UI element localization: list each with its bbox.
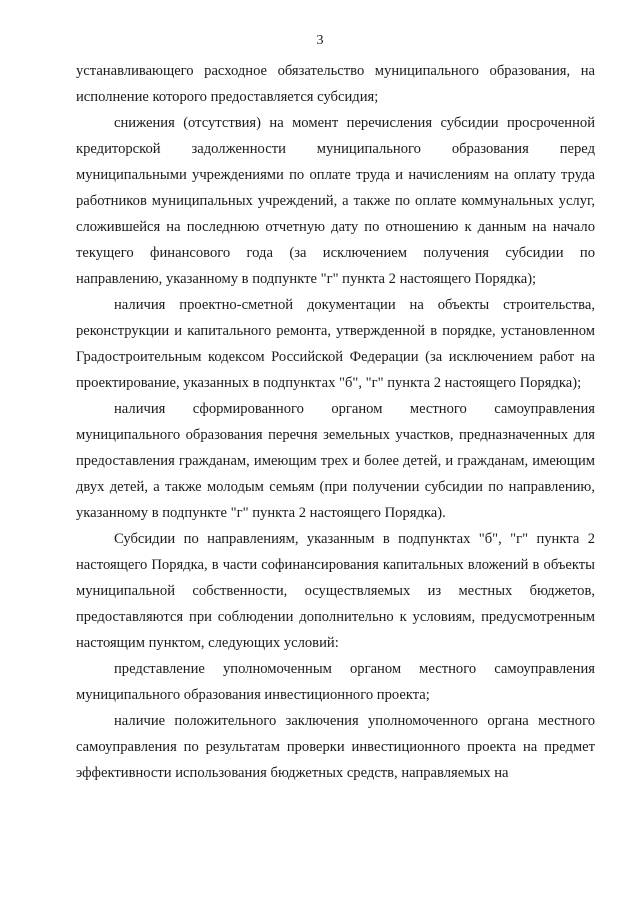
document-body (76, 58, 595, 786)
paragraph-capital-investments-subsidies: Субсидии по направлениям, указанным в подпунктах "б", "г" пункта 2 настоящего Порядка, в части софинансирования капитальных вложений в объекты муниципальной собственности, осуществляемых из местных бюджетов, предоставляются при соблюдении дополнительно к условиям, предусмотренным настоящим пунктом, следующих условий: (76, 531, 595, 651)
paragraph-design-documentation-condition: наличия проектно-сметной документации на объекты строительства, реконструкции и капитального ремонта, утвержденной в порядке, установленном Градостроительным кодексом Российской Федерации (за исключением работ на проектирование, указанных в подпунктах "б", "г" пункта 2 настоящего Порядка); (76, 297, 595, 391)
paragraph-land-plots-list-condition: наличия сформированного органом местного самоуправления муниципального образования перечня земельных участков, предназначенных для предоставления гражданам, имеющим трех и более детей, и гражданам, имеющим двух детей, а также молодым семьям (при получении субсидии по направлению, указанному в подпункте "г" пункта 2 настоящего Порядка). (76, 401, 595, 521)
paragraph-overdue-debt-condition: снижения (отсутствия) на момент перечисления субсидии просроченной кредиторской задолженности муниципального образования перед муниципальными учреждениями по оплате труда и начислениям на оплату труда работников муниципальных учреждений, а также по оплате коммунальных услуг, сложившейся на последнюю отчетную дату по отношению к данным на начало текущего финансового года (за исключением получения субсидии по направлению, указанному в подпункте "г" пункта 2 настоящего Порядка); (76, 115, 595, 287)
paragraph-continuation: устанавливающего расходное обязательство муниципального образования, на исполнение которого предоставляется субсидия; (76, 63, 595, 105)
paragraph-positive-conclusion: наличие положительного заключения уполномоченного органа местного самоуправления по результатам проверки инвестиционного проекта на предмет эффективности использования бюджетных средств, направляемых на (76, 713, 595, 781)
paragraph-investment-project-submission: представление уполномоченным органом местного самоуправления муниципального образования инвестиционного проекта; (76, 661, 595, 703)
page-number: 3 (316, 33, 324, 48)
